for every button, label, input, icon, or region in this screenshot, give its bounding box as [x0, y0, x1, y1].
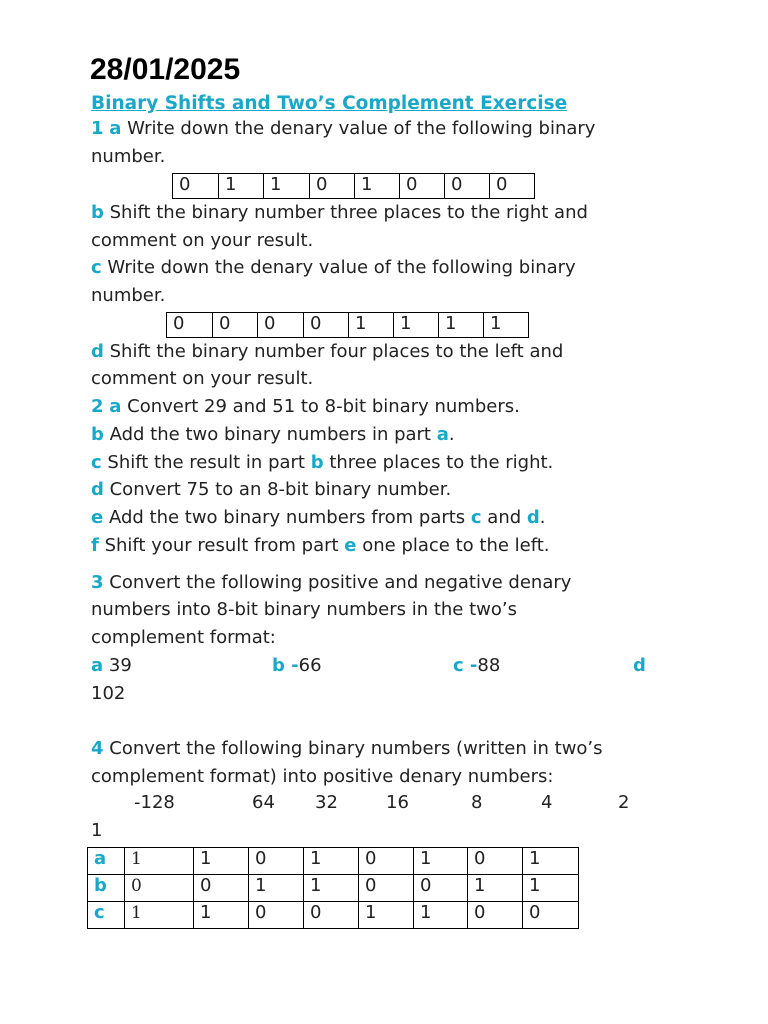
bit-cell: 1 [414, 902, 468, 929]
q1c-letter: c [91, 257, 102, 278]
row-label: a [88, 848, 125, 875]
bit-cell: 0 [125, 875, 194, 902]
q2f-line [91, 535, 550, 557]
bit-cell: 1 [304, 848, 359, 875]
q2e-ref-d: d [526, 507, 540, 528]
table-row [88, 902, 579, 929]
q3b-value: 66 [298, 655, 322, 676]
place-value-header-last: 1 [91, 820, 103, 841]
q3-text: Convert the following positive and negative denary [103, 572, 572, 593]
bit-cell: 1 [304, 875, 359, 902]
bit-cell: 0 [523, 902, 579, 929]
q3b-item [272, 655, 322, 677]
q1b-letter: b [91, 202, 104, 223]
q1c-text: Write down the denary value of the following binary [101, 257, 576, 278]
place-value-header: 32 [315, 792, 338, 813]
q1c-binary-row [167, 313, 529, 338]
bit-cell: 1 [523, 875, 579, 902]
q3-number: 3 [91, 572, 104, 593]
q2e-text: Add the two binary numbers from parts [103, 507, 471, 528]
place-value-header: 64 [252, 792, 275, 813]
q1a-line-1 [91, 118, 595, 140]
q1a-line-2: number. [91, 146, 166, 167]
q1-number: 1 [91, 118, 104, 139]
q3d-letter: d [633, 655, 646, 676]
q1b-line-1 [91, 202, 588, 224]
bit-cell: 0 [400, 174, 445, 199]
q1d-line-2: comment on your result. [91, 368, 314, 389]
bit-cell: 0 [167, 313, 213, 338]
q4-text: Convert the following binary numbers (written in two’s [103, 738, 603, 759]
table-row [88, 848, 579, 875]
q2b-line [91, 424, 455, 446]
q1d-letter: d [91, 341, 104, 362]
bit-cell: 1 [439, 313, 484, 338]
q3d-value: 102 [91, 683, 126, 704]
q2c-letter: c [91, 452, 102, 473]
q1c-binary-table [166, 312, 529, 338]
twos-complement-table [87, 847, 579, 929]
q2f-text: Shift your result from part [98, 535, 345, 556]
bit-cell: 1 [468, 875, 523, 902]
bit-cell: 1 [349, 313, 394, 338]
q2d-line [91, 479, 451, 501]
q1a-binary-table [172, 173, 535, 199]
bit-cell: 0 [304, 902, 359, 929]
q2a-letter: a [109, 396, 122, 417]
bit-cell: 0 [213, 313, 258, 338]
bit-cell: 0 [258, 313, 304, 338]
q2c-text: Shift the result in part [101, 452, 311, 473]
q1b-line-2: comment on your result. [91, 230, 314, 251]
q2a-text: Convert 29 and 51 to 8-bit binary numbers. [121, 396, 520, 417]
q2b-end: . [448, 424, 455, 445]
bit-cell: 0 [194, 875, 249, 902]
q2b-ref: a [436, 424, 449, 445]
q1c-line-2: number. [91, 285, 166, 306]
q3-line-2: numbers into 8-bit binary numbers in the two’s [91, 599, 517, 620]
q3b-letter: b - [272, 655, 299, 676]
document-date: 28/01/2025 [90, 53, 241, 86]
bit-cell: 0 [173, 174, 219, 199]
q3c-letter: c - [453, 655, 478, 676]
place-value-header: 2 [618, 792, 630, 813]
row-label: b [88, 875, 125, 902]
place-value-header: 8 [471, 792, 483, 813]
bit-cell: 1 [355, 174, 400, 199]
bit-cell: 1 [394, 313, 439, 338]
q2c-ref: b [310, 452, 324, 473]
q2d-letter: d [91, 479, 104, 500]
q1a-text: Write down the denary value of the following binary [121, 118, 596, 139]
q1d-text: Shift the binary number four places to the left and [103, 341, 564, 362]
q2e-end: . [539, 507, 546, 528]
q4-line-1 [91, 738, 603, 760]
bit-cell: 0 [304, 313, 349, 338]
q1a-letter: a [109, 118, 122, 139]
bit-cell: 0 [414, 875, 468, 902]
q2e-ref-c: c [470, 507, 482, 528]
q3-line-3: complement format: [91, 627, 276, 648]
q3-line-1 [91, 572, 571, 594]
q4-line-2: complement format) into positive denary numbers: [91, 766, 554, 787]
exercise-title: Binary Shifts and Two’s Complement Exercise [91, 93, 568, 114]
bit-cell: 0 [359, 875, 414, 902]
q2a-line [91, 396, 520, 418]
bit-cell: 1 [414, 848, 468, 875]
bit-cell: 1 [484, 313, 529, 338]
q2e-and: and [481, 507, 527, 528]
bit-cell: 0 [445, 174, 490, 199]
bit-cell: 0 [359, 848, 414, 875]
q3a-value: 39 [103, 655, 132, 676]
q2f-end: one place to the left. [356, 535, 550, 556]
q1b-text: Shift the binary number three places to the right and [103, 202, 588, 223]
q3a-letter: a [91, 655, 104, 676]
bit-cell: 0 [310, 174, 355, 199]
bit-cell: 1 [219, 174, 264, 199]
q2b-letter: b [91, 424, 104, 445]
place-value-header: -128 [134, 792, 175, 813]
q2d-text: Convert 75 to an 8-bit binary number. [103, 479, 452, 500]
bit-cell: 1 [249, 875, 304, 902]
bit-cell: 1 [523, 848, 579, 875]
table-row [88, 875, 579, 902]
q2c-end: three places to the right. [323, 452, 554, 473]
row-label: c [88, 902, 125, 929]
q2-number: 2 [91, 396, 104, 417]
q3c-item [453, 655, 500, 677]
bit-cell: 1 [194, 848, 249, 875]
bit-cell: 1 [264, 174, 310, 199]
q3d-item [633, 655, 646, 677]
q2e-letter: e [91, 507, 104, 528]
bit-cell: 0 [468, 902, 523, 929]
q3a-item [91, 655, 132, 677]
bit-cell: 1 [125, 848, 194, 875]
bit-cell: 1 [194, 902, 249, 929]
q2f-letter: f [91, 535, 99, 556]
bit-cell: 1 [359, 902, 414, 929]
q1a-binary-row [173, 174, 535, 199]
q4-number: 4 [91, 738, 104, 759]
bit-cell: 0 [249, 848, 304, 875]
bit-cell: 0 [490, 174, 535, 199]
bit-cell: 0 [468, 848, 523, 875]
q2f-ref: e [344, 535, 357, 556]
q1c-line-1 [91, 257, 576, 279]
q2c-line [91, 452, 553, 474]
q1d-line-1 [91, 341, 563, 363]
q2e-line [91, 507, 546, 529]
bit-cell: 0 [249, 902, 304, 929]
place-value-header: 16 [386, 792, 409, 813]
bit-cell: 1 [125, 902, 194, 929]
place-value-header: 4 [541, 792, 553, 813]
q3c-value: 88 [477, 655, 501, 676]
q2b-text: Add the two binary numbers in part [103, 424, 437, 445]
